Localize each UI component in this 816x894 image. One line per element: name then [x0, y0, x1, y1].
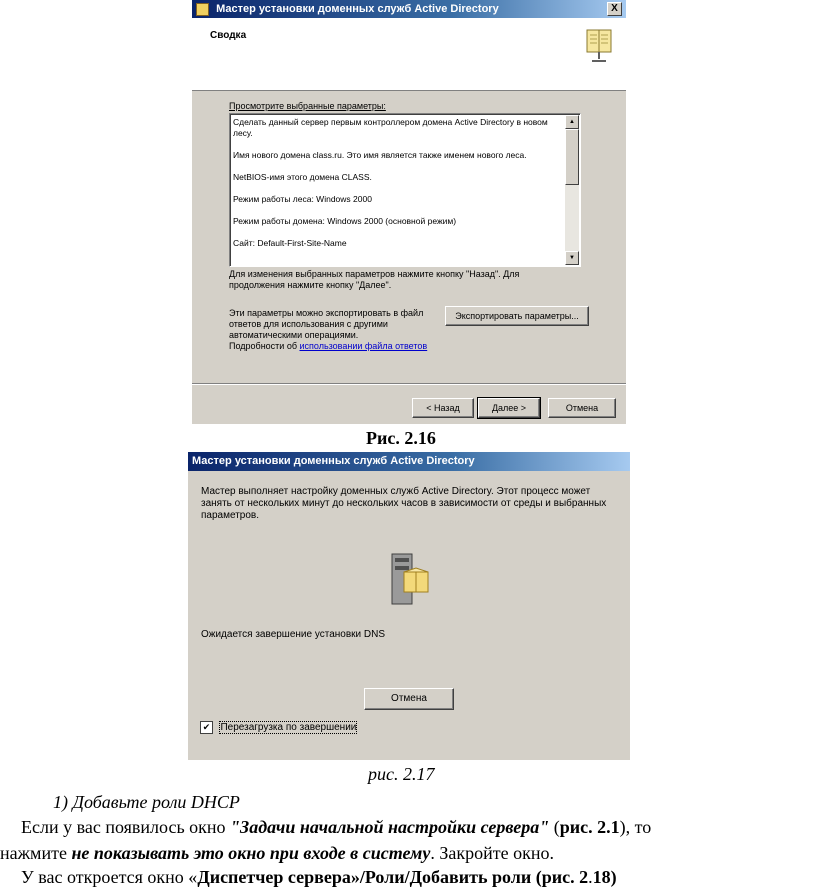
next-button[interactable]: Далее > [478, 398, 540, 418]
figure-ref: рис. 2.1 [559, 817, 620, 837]
review-label: Просмотрите выбранные параметры: [229, 101, 386, 111]
paragraph-3 [21, 867, 617, 888]
para2-post: . Закройте окно. [430, 843, 554, 863]
path-text: Диспетчер сервера»/Роли/Добавить роли (рис. 2 [197, 867, 589, 887]
figure-caption: рис. 2.17 [368, 764, 435, 784]
para3-dot: . [588, 867, 593, 887]
step-heading: 1) Добавьте роли DHCP [53, 792, 240, 812]
summary-item: Режим работы леса: Windows 2000 [233, 194, 372, 204]
wizard-progress-window [188, 452, 630, 760]
summary-item: Режим работы домена: Windows 2000 (основной режим) [233, 216, 457, 226]
para1-mid: ( [549, 817, 560, 837]
export-settings-button[interactable]: Экспортировать параметры... [445, 306, 589, 326]
figure-num: 18) [592, 867, 617, 887]
para1-post: ), то [619, 817, 652, 837]
paragraph-2 [0, 843, 554, 864]
reboot-checkbox-label: Перезагрузка по завершении [220, 722, 357, 734]
details-link[interactable]: использовании файла ответов [299, 341, 428, 351]
export-text [229, 308, 429, 352]
summary-item: Сайт: Default-First-Site-Name [233, 238, 347, 248]
para1-pre: Если у вас появилось окно [21, 817, 231, 837]
title-bar [188, 452, 630, 471]
paragraph-1 [21, 817, 651, 838]
reboot-checkbox[interactable]: ✔ [200, 721, 213, 734]
cancel-button[interactable]: Отмена [548, 398, 616, 418]
progress-description: Мастер выполняет настройку доменных служб Active Directory. Этот процесс может занять от нескольких минут до нескольких часов в зависимости от среды и выбранных параметров. [201, 486, 607, 521]
export-description: Эти параметры можно экспортировать в файл ответов для использования с другими автоматическими операциями. [229, 308, 424, 340]
action-text: не показывать это окно при входе в систему [71, 843, 431, 863]
window-name: "Задачи начальной настройки сервера" [230, 817, 550, 837]
window-title: Мастер установки доменных служб Active Directory [216, 3, 499, 15]
book-icon [584, 26, 614, 64]
page-title: Сводка [210, 30, 247, 41]
summary-item: NetBIOS-имя этого домена CLASS. [233, 172, 372, 182]
divider [192, 383, 626, 385]
window-title: Мастер установки доменных служб Active Directory [192, 455, 475, 467]
title-bar [192, 0, 626, 18]
close-button[interactable]: X [607, 2, 622, 16]
reboot-checkbox-row[interactable] [200, 719, 356, 733]
app-icon [196, 3, 209, 16]
summary-item: Сделать данный сервер первым контроллером домена Active Directory в новом лесу. [233, 117, 548, 138]
scroll-down-icon[interactable]: ▼ [565, 251, 579, 265]
server-icon [386, 552, 434, 608]
cancel-button[interactable]: Отмена [364, 688, 454, 710]
para3-pre: У вас откроется окно « [21, 867, 198, 887]
details-prefix: Подробности об [229, 341, 300, 351]
para2-pre: нажмите [0, 843, 72, 863]
scroll-up-icon[interactable]: ▲ [565, 115, 579, 129]
scroll-thumb[interactable] [565, 129, 579, 185]
status-text: Ожидается завершение установки DNS [201, 629, 386, 640]
vertical-scrollbar[interactable] [565, 115, 579, 265]
back-button[interactable]: < Назад [412, 398, 474, 418]
wizard-header [192, 18, 626, 91]
summary-item: Имя нового домена class.ru. Это имя является также именем нового леса. [233, 150, 527, 160]
wizard-summary-window [192, 0, 626, 424]
change-hint: Для изменения выбранных параметров нажмите кнопку "Назад". Для продолжения нажмите кнопку "Далее". [229, 269, 520, 290]
summary-listbox[interactable] [229, 113, 581, 267]
figure-caption: Рис. 2.16 [366, 428, 436, 448]
